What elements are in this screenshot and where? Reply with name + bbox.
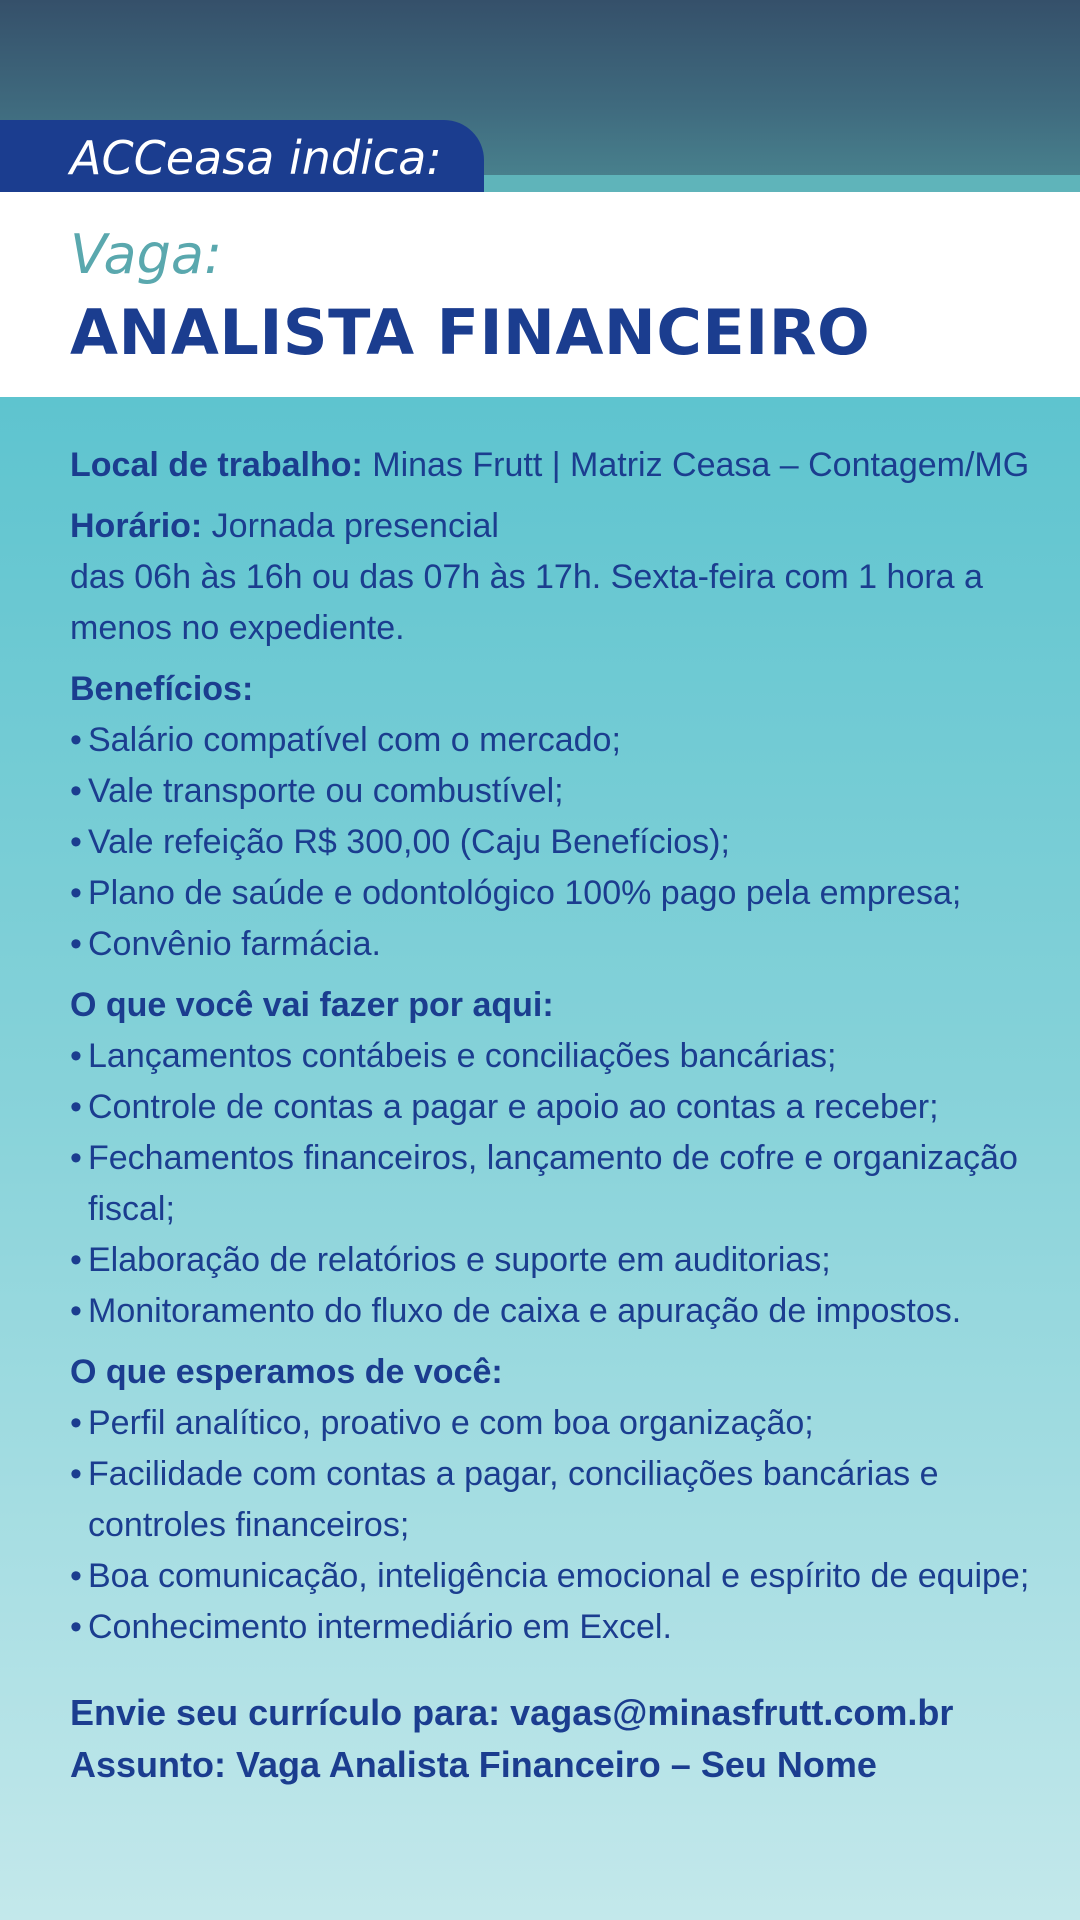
horario-line2: das 06h às 16h ou das 07h às 17h. Sexta-feira com 1 hora a menos no expediente. <box>70 558 983 647</box>
beneficios-title: Benefícios: <box>70 670 254 708</box>
atividades-title: O que você vai fazer por aqui: <box>70 986 554 1024</box>
beneficios-list <box>70 715 1030 970</box>
horario <box>70 501 1030 654</box>
local-label: Local de trabalho: <box>70 446 363 484</box>
job-title: ANALISTA FINANCEIRO <box>70 296 871 369</box>
envio-email-text: Envie seu currículo para: vagas@minasfrutt.com.br <box>70 1692 954 1733</box>
list-item: • Plano de saúde e odontológico 100% pago pela empresa; <box>70 868 1030 919</box>
list-item: • Lançamentos contábeis e conciliações bancárias; <box>70 1031 1030 1082</box>
list-item: • Elaboração de relatórios e suporte em auditorias; <box>70 1235 1030 1286</box>
contact-block <box>70 1687 1030 1791</box>
requisitos-list <box>70 1398 1030 1653</box>
requisitos-title: O que esperamos de você: <box>70 1353 503 1391</box>
list-item: • Fechamentos financeiros, lançamento de cofre e organização fiscal; <box>70 1133 1030 1235</box>
vaga-label: Vaga: <box>70 223 223 286</box>
atividades-list <box>70 1031 1030 1337</box>
local-de-trabalho <box>70 440 1030 491</box>
assunto-text: Assunto: Vaga Analista Financeiro – Seu Nome <box>70 1744 877 1785</box>
list-item: • Vale transporte ou combustível; <box>70 766 1030 817</box>
local-value: Minas Frutt | Matriz Ceasa – Contagem/MG <box>362 446 1030 484</box>
list-item: • Controle de contas a pagar e apoio ao contas a receber; <box>70 1082 1030 1133</box>
list-item: • Convênio farmácia. <box>70 919 1030 970</box>
list-item: • Vale refeição R$ 300,00 (Caju Benefícios); <box>70 817 1030 868</box>
indica-label: ACCeasa indica: <box>70 131 442 185</box>
job-details <box>70 440 1030 1791</box>
list-item: • Conhecimento intermediário em Excel. <box>70 1602 1030 1653</box>
list-item: • Facilidade com contas a pagar, conciliações bancárias e controles financeiros; <box>70 1449 1030 1551</box>
list-item: • Monitoramento do fluxo de caixa e apuração de impostos. <box>70 1286 1030 1337</box>
list-item: • Boa comunicação, inteligência emocional e espírito de equipe; <box>70 1551 1030 1602</box>
horario-label: Horário: <box>70 507 203 545</box>
list-item: • Salário compatível com o mercado; <box>70 715 1030 766</box>
list-item: • Perfil analítico, proativo e com boa organização; <box>70 1398 1030 1449</box>
horario-line1: Jornada presencial <box>202 507 499 545</box>
